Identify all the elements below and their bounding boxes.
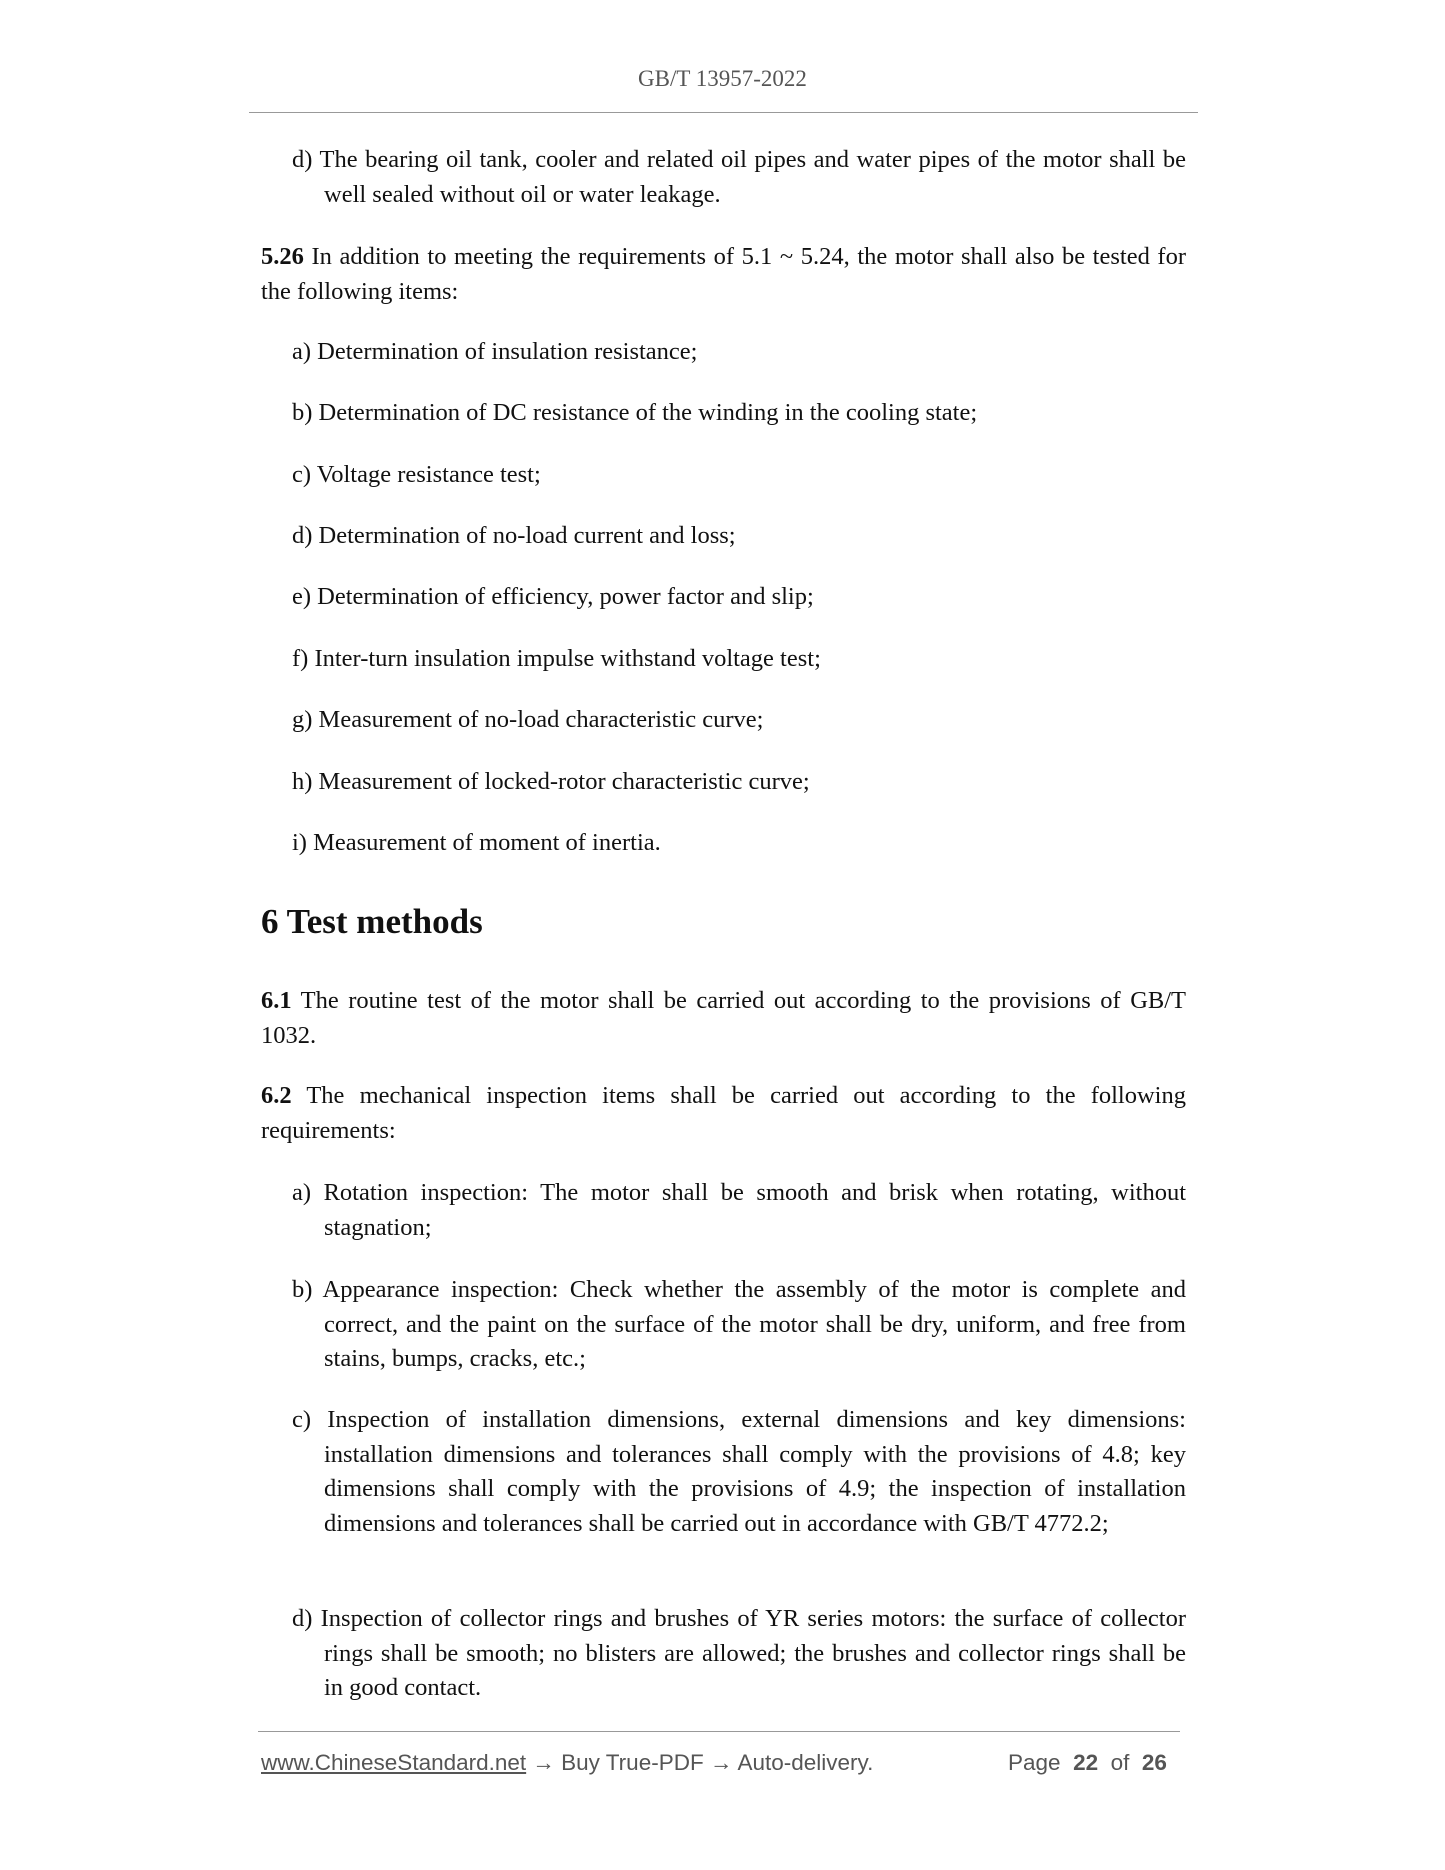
list-item: b) Appearance inspection: Check whether the assembly of the motor is complete and correct, and the paint on the surface of the motor shall be dry, uniform, and free from stains, bumps, cracks, etc.; — [292, 1276, 1186, 1373]
total-pages: 26 — [1141, 1750, 1167, 1775]
list-item: i) Measurement of moment of inertia. — [292, 829, 661, 856]
clause-number: 6.2 — [261, 1082, 292, 1109]
clause-text: The routine test of the motor shall be carried out according to the provisions of GB/T 1032. — [261, 987, 1186, 1049]
website-link[interactable]: www.ChineseStandard.net — [261, 1750, 527, 1775]
footer-promo — [261, 1750, 873, 1776]
of-label: of — [1110, 1750, 1130, 1775]
page-label: Page — [1008, 1750, 1061, 1775]
section-heading: 6 Test methods — [261, 902, 483, 941]
list-item: d) Determination of no-load current and loss; — [292, 522, 736, 549]
list-item: a) Determination of insulation resistance; — [292, 338, 698, 365]
list-item: c) Inspection of installation dimensions, external dimensions and key dimensions: installation dimensions and tolerances shall comply with the provisions of 4.8; key dimensions shall comply with the provisions of 4.9; the inspection of installation dimensions and tolerances shall be carried out in accordance with GB/T 4772.2; — [292, 1406, 1186, 1537]
clause-number: 5.26 — [261, 243, 304, 270]
list-item: a) Rotation inspection: The motor shall be smooth and brisk when rotating, without stagnation; — [292, 1179, 1186, 1241]
header-rule — [249, 112, 1198, 113]
page-number — [1008, 1750, 1167, 1776]
clause-text: In addition to meeting the requirements of 5.1 ~ 5.24, the motor shall also be tested for the following items: — [261, 243, 1186, 305]
clause-number: 6.1 — [261, 987, 292, 1014]
list-item: b) Determination of DC resistance of the winding in the cooling state; — [292, 399, 978, 426]
list-item: e) Determination of efficiency, power factor and slip; — [292, 583, 814, 610]
header-title: GB/T 13957-2022 — [638, 66, 807, 91]
list-item: c) Voltage resistance test; — [292, 461, 541, 488]
clause-text: The mechanical inspection items shall be carried out according to the following requirements: — [261, 1082, 1186, 1144]
footer-tail: → Buy True-PDF → Auto-delivery. — [526, 1750, 874, 1775]
list-item: h) Measurement of locked-rotor characteristic curve; — [292, 768, 810, 795]
clause-6-2 — [261, 1079, 1186, 1148]
footer-rule — [258, 1731, 1180, 1732]
list-item: d) Inspection of collector rings and brushes of YR series motors: the surface of collector rings shall be smooth; no blisters are allowed; the brushes and collector rings shall be in good contact. — [292, 1605, 1186, 1702]
list-item: d) The bearing oil tank, cooler and related oil pipes and water pipes of the motor shall be well sealed without oil or water leakage. — [292, 146, 1186, 208]
clause-5-26 — [261, 240, 1186, 309]
current-page: 22 — [1073, 1750, 1099, 1775]
clause-6-1 — [261, 984, 1186, 1053]
list-item: f) Inter-turn insulation impulse withstand voltage test; — [292, 645, 821, 672]
list-item: g) Measurement of no-load characteristic curve; — [292, 706, 764, 733]
